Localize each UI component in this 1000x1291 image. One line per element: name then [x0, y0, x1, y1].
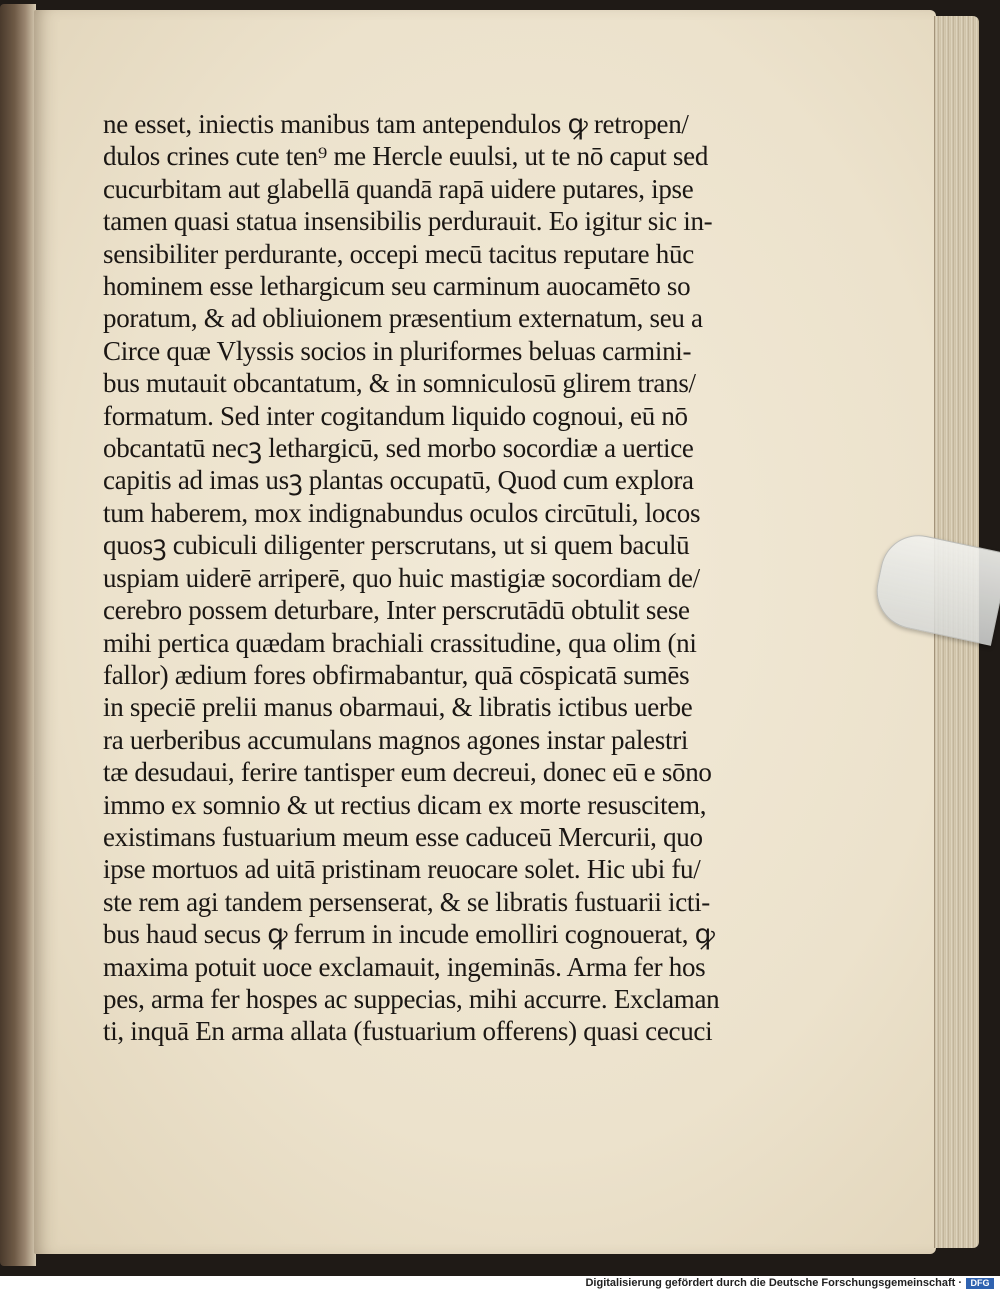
- text-line: in speciē prelii manus obarmaui, & libratis ictibus uerbe: [103, 692, 693, 723]
- text-line: cucurbitam aut glabellā quandā rapā uidere putares, ipse: [103, 173, 694, 204]
- text-line: ra uerberibus accumulans magnos agones instar palestri: [103, 724, 689, 755]
- text-line: ipse mortuos ad uitā pristinam reuocare solet. Hic ubi fu/: [103, 854, 701, 885]
- text-line: capitis ad imas usꝫ plantas occupatū, Quod cum explora: [103, 465, 694, 496]
- text-line: poratum, & ad obliuionem præsentium externatum, seu a: [103, 303, 703, 334]
- text-line: ste rem agi tandem persenserat, & se libratis fustuarii icti-: [103, 886, 710, 917]
- text-line: uspiam uiderē arriperē, quo huic mastigiæ socordiam de/: [103, 562, 700, 593]
- text-line: immo ex somnio & ut rectius dicam ex morte resuscitem,: [103, 789, 707, 820]
- funding-credit: Digitalisierung gefördert durch die Deutsche Forschungsgemeinschaft ·: [585, 1277, 962, 1289]
- text-line: quosꝫ cubiculi diligenter perscrutans, ut si quem baculū: [103, 530, 690, 561]
- text-line: dulos crines cute ten⁹ me Hercle euulsi, ut te nō caput sed: [103, 141, 709, 172]
- text-line: bus mutauit obcantatum, & in somniculosū glirem trans/: [103, 368, 696, 399]
- text-line: tum haberem, mox indignabundus oculos circūtuli, locos: [103, 497, 701, 528]
- text-line: maxima potuit uoce exclamauit, ingeminās. Arma fer hos: [103, 951, 706, 982]
- text-line: fallor) ædium fores obfirmabantur, quā cōspicatā sumēs: [103, 659, 690, 690]
- text-line: tamen quasi statua insensibilis perdurauit. Eo igitur sic in-: [103, 206, 713, 237]
- text-line: ti, inquā En arma allata (fustuarium offerens) quasi cecuci: [103, 1016, 713, 1047]
- text-line: ne esset, iniectis manibus tam antependulos ꝙ retropen/: [103, 109, 689, 139]
- text-line: existimans fustuarium meum esse caduceū Mercurii, quo: [103, 821, 703, 852]
- text-line: hominem esse lethargicum seu carminum auocamēto so: [103, 271, 691, 302]
- text-line: obcantatū necꝫ lethargicū, sed morbo socordiæ a uertice: [103, 433, 694, 464]
- text-line: sensibiliter perdurante, occepi mecū tacitus reputare hūc: [103, 238, 694, 269]
- dfg-logo-icon: DFG: [966, 1278, 994, 1289]
- text-line: bus haud secus ꝙ ferrum in incude emolliri cognouerat, ꝙ: [103, 919, 715, 950]
- text-line: Circe quæ Vlyssis socios in pluriformes beluas carmini-: [103, 335, 692, 366]
- text-line: formatum. Sed inter cogitandum liquido cognoui, eū nō: [103, 400, 688, 431]
- book-cover-edge: [0, 4, 36, 1266]
- text-line: mihi pertica quædam brachiali crassitudine, qua olim (ni: [103, 627, 697, 658]
- text-line: pes, arma fer hospes ac suppecias, mihi accurre. Exclaman: [103, 983, 720, 1014]
- text-line: cerebro possem deturbare, Inter perscrutādū obtulit sese: [103, 595, 690, 626]
- text-line: tæ desudaui, ferire tantisper eum decreui, donec eū e sōno: [103, 757, 712, 788]
- page-text: [103, 108, 803, 1048]
